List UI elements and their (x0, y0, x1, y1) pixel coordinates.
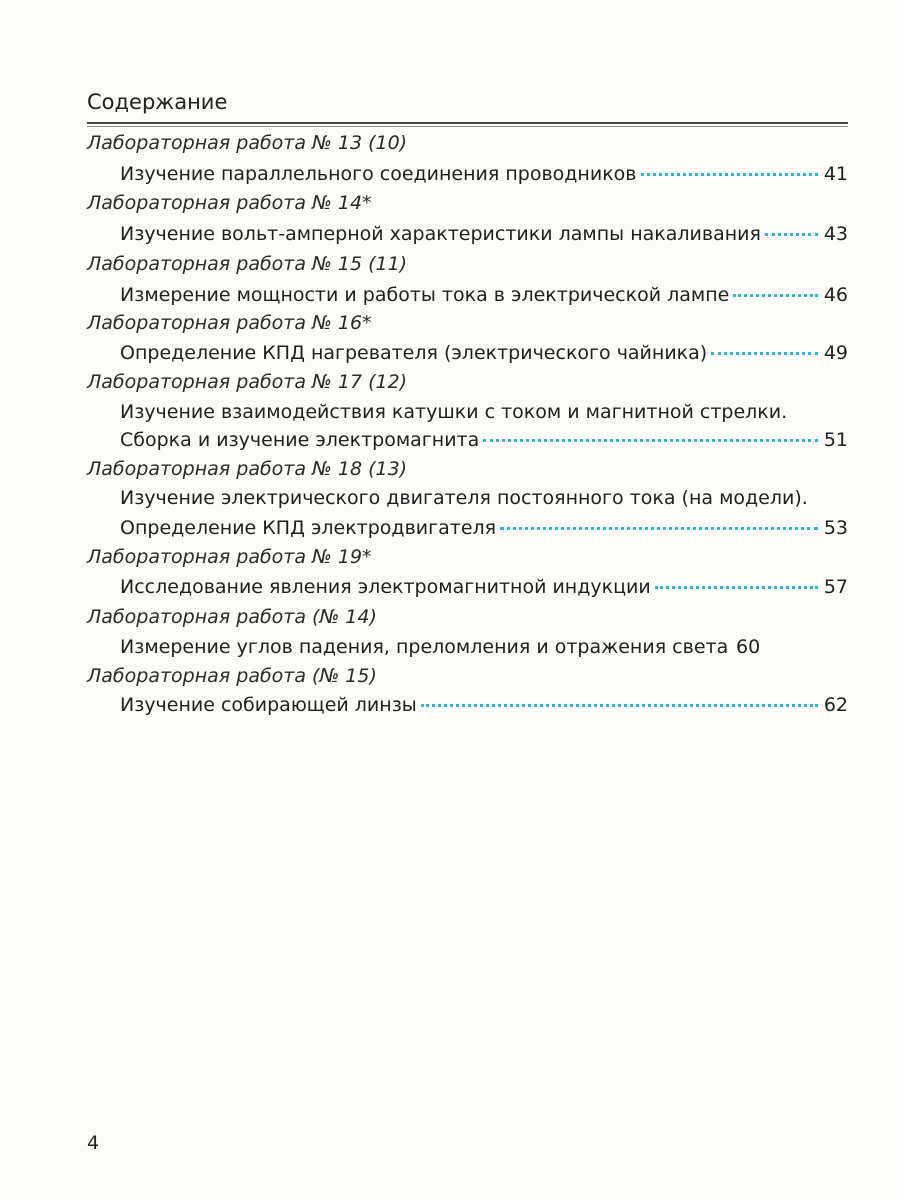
dot-leader (421, 704, 818, 707)
page-title: Содержание (87, 90, 228, 114)
toc-page-number: 62 (823, 694, 848, 716)
toc-entry[interactable] (120, 429, 848, 451)
dot-leader (733, 294, 818, 297)
dot-leader (765, 233, 818, 236)
lab-work-title: Лабораторная работа № 17 (12) (87, 371, 408, 393)
toc-entry-text: Изучение собирающей линзы (120, 694, 417, 716)
toc-entry-text: Определение КПД нагревателя (электрического чайника) (120, 342, 708, 364)
toc-entry-text: Изучение электрического двигателя постоянного тока (на модели). (120, 487, 808, 509)
dot-leader (500, 527, 818, 530)
toc-entry-text: Изучение параллельного соединения проводников (120, 163, 637, 185)
toc-entry[interactable] (120, 163, 848, 185)
lab-work-title: Лабораторная работа № 13 (10) (87, 132, 408, 154)
toc-entry[interactable] (120, 284, 848, 306)
lab-work-title: Лабораторная работа (№ 14) (87, 606, 377, 628)
toc-entry-text: Сборка и изучение электромагнита (120, 429, 480, 451)
lab-work-title: Лабораторная работа № 14* (87, 192, 372, 214)
toc-page-number: 46 (823, 284, 848, 306)
toc-page-number: 60 (736, 636, 761, 658)
dot-leader (655, 586, 818, 589)
lab-work-title: Лабораторная работа № 18 (13) (87, 458, 408, 480)
toc-entry[interactable] (120, 342, 848, 364)
toc-entry-line[interactable] (120, 401, 848, 423)
toc-entry-text: Измерение мощности и работы тока в электрической лампе (120, 284, 730, 306)
toc-page-number: 53 (823, 517, 848, 539)
toc-entry-line[interactable] (120, 487, 848, 509)
lab-work-title: Лабораторная работа № 19* (87, 546, 372, 568)
toc-entry[interactable] (120, 694, 848, 716)
toc-entry[interactable] (120, 517, 848, 539)
header-rule-thin (87, 126, 848, 127)
toc-entry-text: Изучение вольт-амперной характеристики лампы накаливания (120, 223, 761, 245)
toc-entry[interactable] (120, 223, 848, 245)
lab-work-title: Лабораторная работа (№ 15) (87, 665, 377, 687)
toc-page-number: 51 (823, 429, 848, 451)
page-number: 4 (87, 1132, 100, 1154)
toc-entry-text: Исследование явления электромагнитной индукции (120, 576, 651, 598)
toc-page-number: 41 (823, 163, 848, 185)
toc-entry-text: Определение КПД электродвигателя (120, 517, 497, 539)
toc-entry[interactable] (120, 636, 848, 658)
toc-entry-text: Измерение углов падения, преломления и отражения света (120, 636, 729, 658)
dot-leader (641, 173, 819, 176)
toc-page-number: 49 (823, 342, 848, 364)
header-rule (87, 122, 848, 124)
toc-page-number: 43 (823, 223, 848, 245)
toc-entry-text: Изучение взаимодействия катушки с током и магнитной стрелки. (120, 401, 788, 423)
dot-leader (483, 439, 818, 442)
lab-work-title: Лабораторная работа № 15 (11) (87, 253, 408, 275)
lab-work-title: Лабораторная работа № 16* (87, 312, 372, 334)
dot-leader (711, 352, 818, 355)
toc-page-number: 57 (823, 576, 848, 598)
toc-entry[interactable] (120, 576, 848, 598)
